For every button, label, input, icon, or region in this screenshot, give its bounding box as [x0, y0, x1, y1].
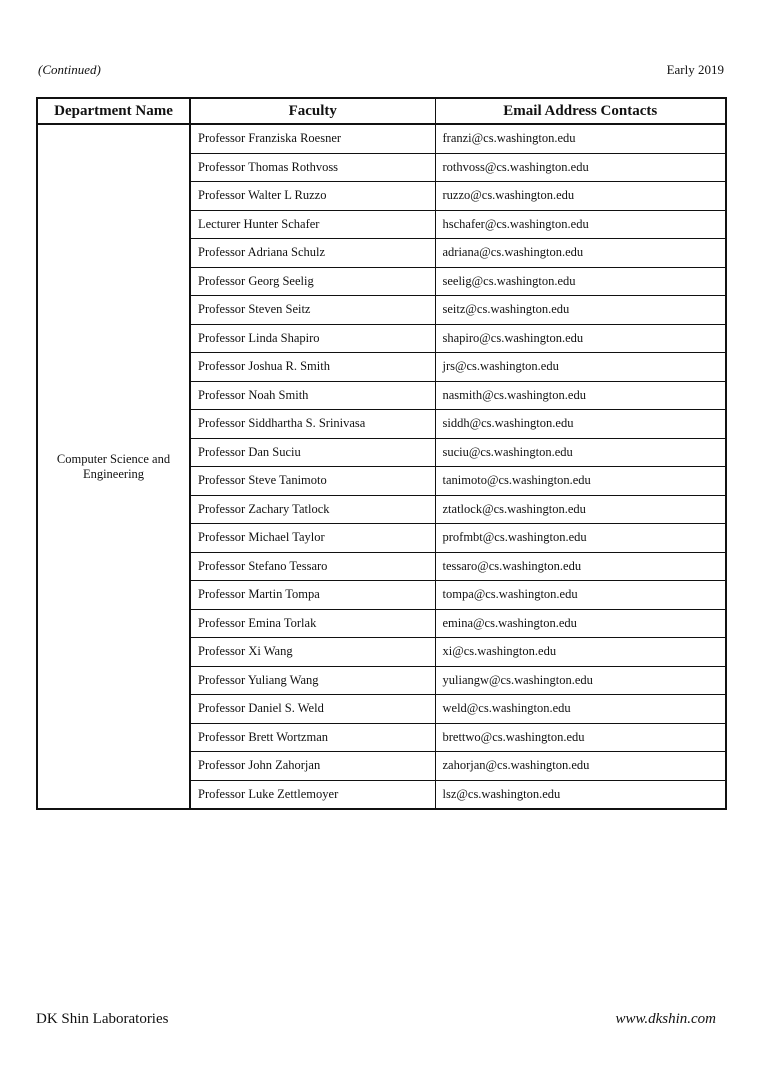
faculty-table	[36, 97, 727, 810]
footer-company: DK Shin Laboratories	[36, 1011, 169, 1027]
email-cell: adriana@cs.washington.edu	[435, 239, 726, 268]
email-cell: yuliangw@cs.washington.edu	[435, 666, 726, 695]
faculty-name-cell: Professor Emina Torlak	[190, 609, 435, 638]
faculty-name-cell: Lecturer Hunter Schafer	[190, 210, 435, 239]
faculty-name-cell: Professor Brett Wortzman	[190, 723, 435, 752]
table-header-row	[37, 98, 726, 124]
email-cell: zahorjan@cs.washington.edu	[435, 752, 726, 781]
table-row	[37, 124, 726, 153]
email-cell: weld@cs.washington.edu	[435, 695, 726, 724]
faculty-name-cell: Professor Xi Wang	[190, 638, 435, 667]
email-cell: lsz@cs.washington.edu	[435, 780, 726, 809]
faculty-name-cell: Professor Noah Smith	[190, 381, 435, 410]
faculty-name-cell: Professor Adriana Schulz	[190, 239, 435, 268]
faculty-name-cell: Professor Siddhartha S. Srinivasa	[190, 410, 435, 439]
email-cell: brettwo@cs.washington.edu	[435, 723, 726, 752]
email-cell: hschafer@cs.washington.edu	[435, 210, 726, 239]
email-cell: emina@cs.washington.edu	[435, 609, 726, 638]
email-cell: rothvoss@cs.washington.edu	[435, 153, 726, 182]
column-header-email: Email Address Contacts	[435, 98, 726, 124]
email-cell: seelig@cs.washington.edu	[435, 267, 726, 296]
column-header-department: Department Name	[37, 98, 190, 124]
email-cell: shapiro@cs.washington.edu	[435, 324, 726, 353]
email-cell: siddh@cs.washington.edu	[435, 410, 726, 439]
faculty-name-cell: Professor Martin Tompa	[190, 581, 435, 610]
faculty-name-cell: Professor Daniel S. Weld	[190, 695, 435, 724]
department-name-cell: Computer Science and Engineering	[37, 124, 190, 809]
email-cell: ruzzo@cs.washington.edu	[435, 182, 726, 211]
faculty-name-cell: Professor Zachary Tatlock	[190, 495, 435, 524]
faculty-name-cell: Professor Steven Seitz	[190, 296, 435, 325]
email-cell: tanimoto@cs.washington.edu	[435, 467, 726, 496]
faculty-name-cell: Professor Yuliang Wang	[190, 666, 435, 695]
faculty-name-cell: Professor Franziska Roesner	[190, 124, 435, 153]
column-header-faculty: Faculty	[190, 98, 435, 124]
footer-website: www.dkshin.com	[615, 1011, 716, 1027]
email-cell: profmbt@cs.washington.edu	[435, 524, 726, 553]
faculty-name-cell: Professor John Zahorjan	[190, 752, 435, 781]
email-cell: seitz@cs.washington.edu	[435, 296, 726, 325]
email-cell: nasmith@cs.washington.edu	[435, 381, 726, 410]
email-cell: suciu@cs.washington.edu	[435, 438, 726, 467]
email-cell: tessaro@cs.washington.edu	[435, 552, 726, 581]
faculty-name-cell: Professor Walter L Ruzzo	[190, 182, 435, 211]
email-cell: xi@cs.washington.edu	[435, 638, 726, 667]
document-date: Early 2019	[666, 62, 724, 77]
faculty-name-cell: Professor Thomas Rothvoss	[190, 153, 435, 182]
faculty-name-cell: Professor Michael Taylor	[190, 524, 435, 553]
faculty-name-cell: Professor Georg Seelig	[190, 267, 435, 296]
faculty-name-cell: Professor Steve Tanimoto	[190, 467, 435, 496]
continued-label: (Continued)	[38, 62, 101, 77]
faculty-name-cell: Professor Joshua R. Smith	[190, 353, 435, 382]
faculty-name-cell: Professor Luke Zettlemoyer	[190, 780, 435, 809]
faculty-name-cell: Professor Stefano Tessaro	[190, 552, 435, 581]
email-cell: tompa@cs.washington.edu	[435, 581, 726, 610]
table-body	[37, 124, 726, 809]
email-cell: jrs@cs.washington.edu	[435, 353, 726, 382]
email-cell: franzi@cs.washington.edu	[435, 124, 726, 153]
faculty-name-cell: Professor Linda Shapiro	[190, 324, 435, 353]
email-cell: ztatlock@cs.washington.edu	[435, 495, 726, 524]
faculty-name-cell: Professor Dan Suciu	[190, 438, 435, 467]
